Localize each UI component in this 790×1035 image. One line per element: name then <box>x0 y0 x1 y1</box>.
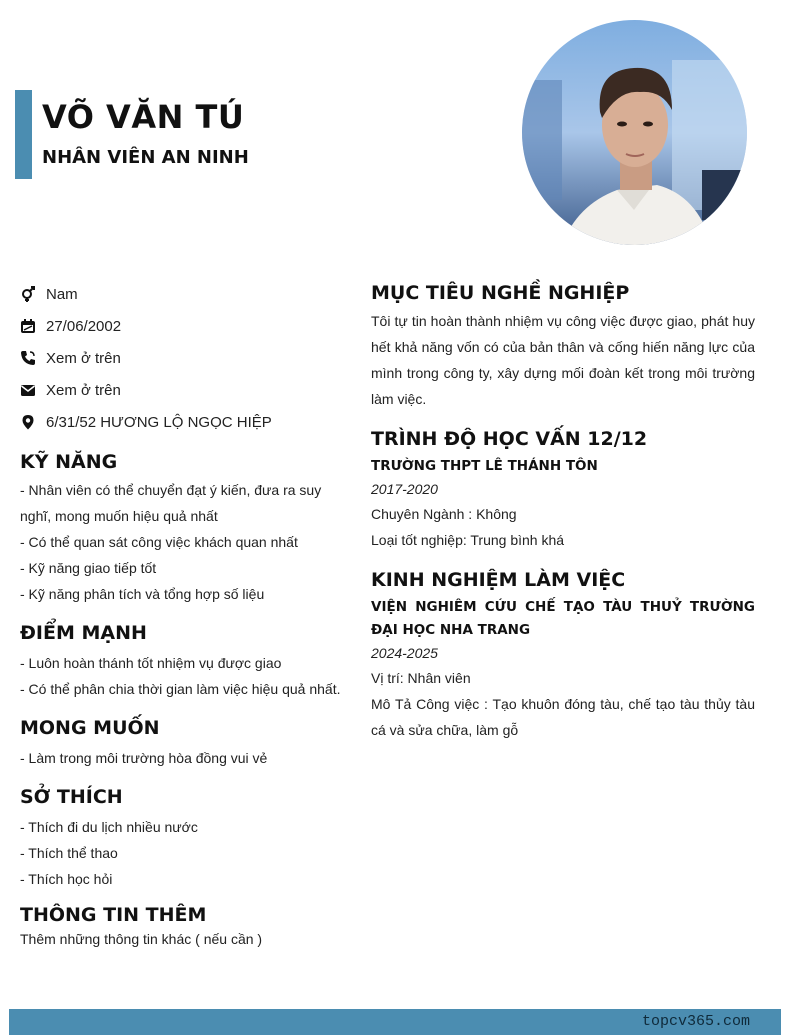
gender-value: Nam <box>46 285 78 303</box>
list-item: - Có thể phân chia thời gian làm việc hiệu quả nhất. <box>20 681 341 697</box>
list-item: - Luôn hoàn thánh tốt nhiệm vụ được giao <box>20 655 282 671</box>
list-item: - Thích học hỏi <box>20 871 113 887</box>
objective-title: MỤC TIÊU NGHỀ NGHIỆP <box>371 282 630 304</box>
education-title: TRÌNH ĐỘ HỌC VẤN 12/12 <box>371 428 648 450</box>
avatar <box>522 20 747 245</box>
education-grade: Loại tốt nghiệp: Trung bình khá <box>371 532 565 548</box>
strengths-title: ĐIỂM MẠNH <box>20 622 147 644</box>
list-item: - Thích thể thao <box>20 845 118 861</box>
experience-org: VIỆN NGHIÊM CỨU CHẾ TẠO TÀU THUỶ TRƯỜNG ĐẠI HỌC NHA TRANG <box>371 599 755 638</box>
list-item: - Kỹ năng giao tiếp tốt <box>20 560 157 576</box>
list-item: - Có thể quan sát công việc khách quan nhất <box>20 534 298 550</box>
list-item: - Thích đi du lịch nhiều nước <box>20 819 198 835</box>
experience-title: KINH NGHIỆM LÀM VIỆC <box>371 569 626 591</box>
experience-position: Vị trí: Nhân viên <box>371 670 471 686</box>
phone-icon <box>20 350 36 366</box>
skills-title: KỸ NĂNG <box>20 451 118 473</box>
right-column <box>371 282 755 743</box>
calendar-icon <box>20 318 36 334</box>
footer-bar <box>9 1009 781 1035</box>
contact-email <box>20 374 350 406</box>
list-item: - Nhân viên có thể chuyển đạt ý kiến, đưa ra suy nghĩ, mong muốn hiệu quả nhất <box>20 482 322 524</box>
candidate-name: VÕ VĂN TÚ <box>42 98 245 136</box>
contact-phone <box>20 342 350 374</box>
list-item: - Làm trong môi trường hòa đồng vui vẻ <box>20 750 268 766</box>
extra-info-text: Thêm những thông tin khác ( nếu cần ) <box>20 931 263 947</box>
envelope-icon <box>20 382 36 398</box>
experience-description: Mô Tả Công việc : Tạo khuôn đóng tàu, chế tạo tàu thủy tàu cá và sửa chữa, làm gỗ <box>371 696 755 738</box>
header-accent-bar <box>15 90 32 179</box>
education-major: Chuyên Ngành : Không <box>371 506 517 522</box>
education-school: TRƯỜNG THPT LÊ THÁNH TÔN <box>371 458 598 474</box>
experience-period: 2024-2025 <box>371 645 438 661</box>
address-value: 6/31/52 HƯƠNG LỘ NGỌC HIỆP <box>46 413 272 431</box>
objective-text: Tôi tự tin hoàn thành nhiệm vụ công việc được giao, phát huy hết khả năng vốn có của bản thân và cống hiến năng lực của mình trong công ty, xây dựng mối đoàn kết trong môi trường làm việc. <box>371 313 755 407</box>
contact-gender <box>20 278 350 310</box>
footer-site: topcv365.com <box>641 1013 750 1030</box>
hobbies-title: SỞ THÍCH <box>20 786 123 808</box>
extra-info-title: THÔNG TIN THÊM <box>20 904 207 926</box>
list-item: - Kỹ năng phân tích và tổng hợp số liệu <box>20 586 265 602</box>
contact-birthday <box>20 310 350 342</box>
candidate-role: NHÂN VIÊN AN NINH <box>42 147 249 168</box>
phone-value: Xem ở trên <box>46 349 121 367</box>
gender-icon <box>20 286 36 302</box>
left-column <box>20 278 350 952</box>
contact-address <box>20 406 350 438</box>
wishes-title: MONG MUỐN <box>20 717 160 739</box>
email-value: Xem ở trên <box>46 381 121 399</box>
location-pin-icon <box>20 414 36 430</box>
education-period: 2017-2020 <box>371 481 438 497</box>
birthday-value: 27/06/2002 <box>46 317 122 335</box>
